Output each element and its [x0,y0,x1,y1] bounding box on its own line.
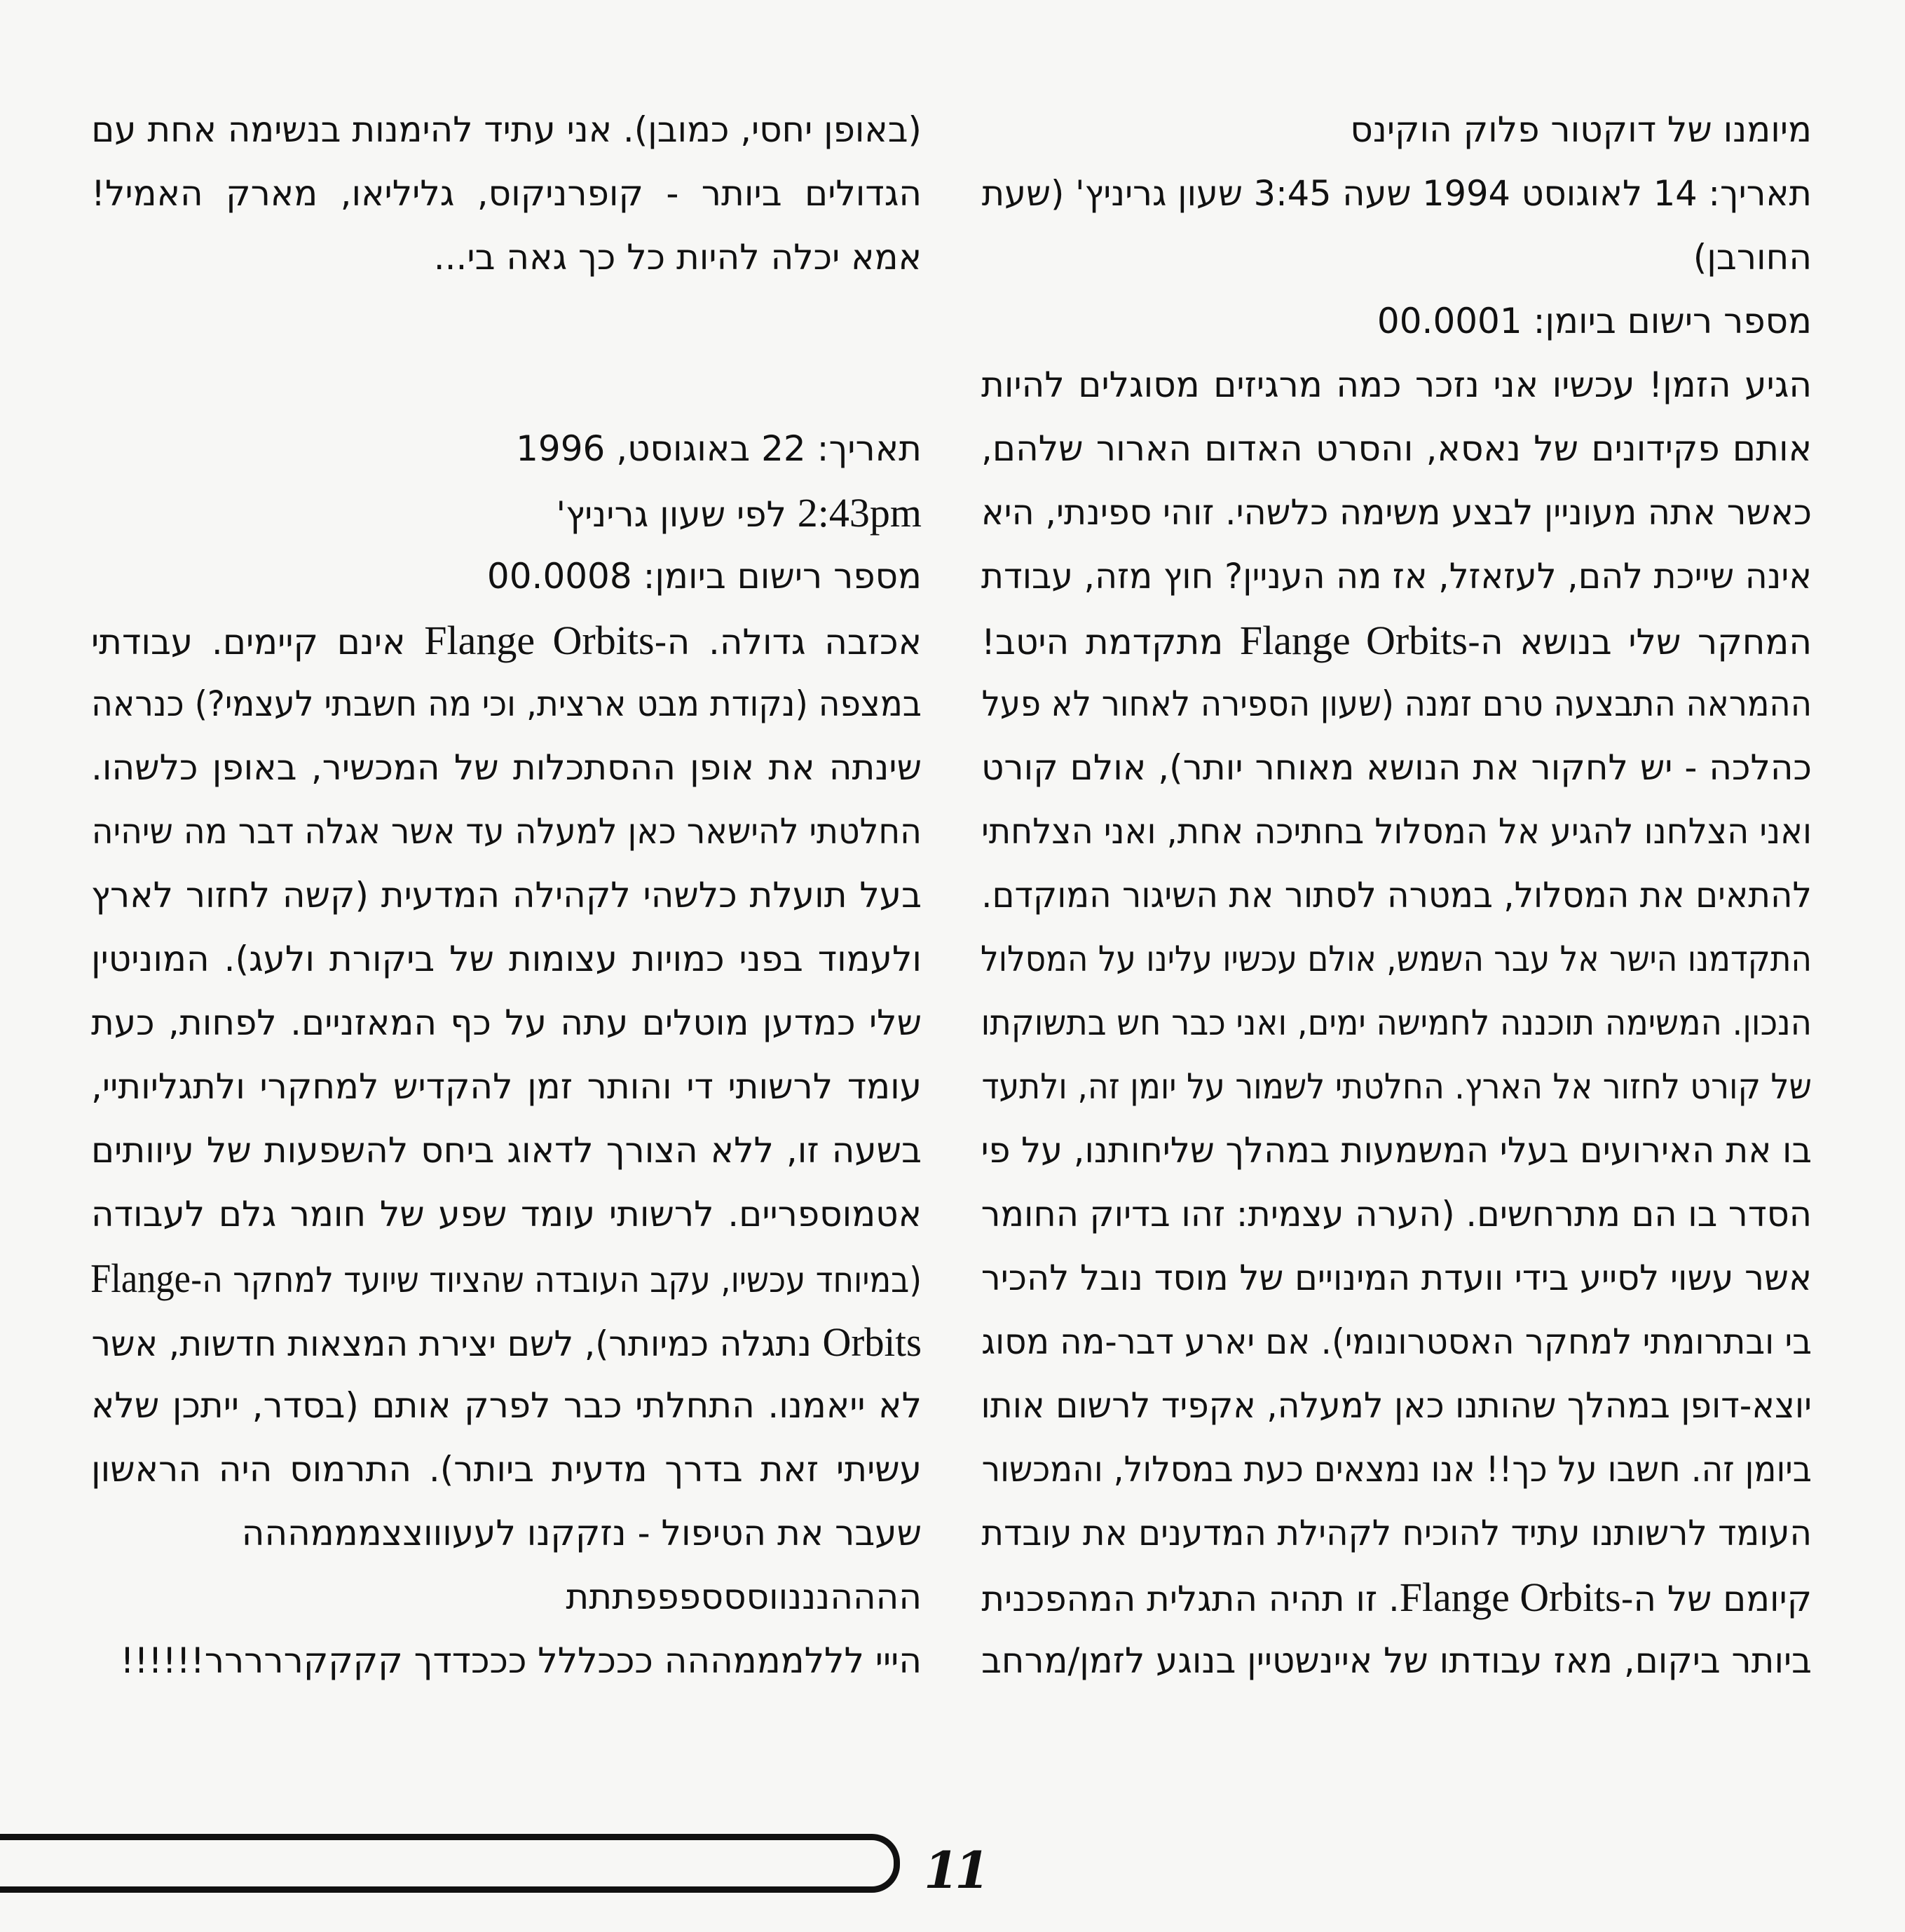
text-line: עשיתי זאת בדרך מדעית ביותר). התרמוס היה הראשון [91,1449,922,1490]
text-line: הסדר בו הם מתרחשים. (הערה עצמית: זהו בדיוק החומר [981,1194,1812,1234]
text-line: כאשר אתה מעוניין לבצע משימה כלשהי. זוהי ספינתי, היא [981,492,1812,533]
text-line: ביותר ביקום, מאז עבודתו של איינשטיין בנוגע לזמן/מרחב [981,1640,1812,1681]
text-line: להתאים את המסלול, במטרה לסתור את השיגור המוקדם. [981,875,1812,916]
text-line: הנכון. המשימה תוכננה לחמישה ימים, ואני כבר חש בתשוקתו [981,1002,1812,1043]
text-line: Orbits נתגלה כמיותר), לשם יצירת המצאות חדשות, אשר [91,1319,922,1365]
latin-term: Flange Orbits [424,618,655,663]
latin-term: Flange Orbits [1239,618,1468,663]
text-line: (באופן יחסי, כמובן). אני עתיד להימנות בנשימה אחת עם [91,109,922,150]
text-line: אשר עשוי לסייע בידי וועדת המינויים של מוסד נובל להכיר [981,1258,1812,1298]
entry2-time-value: 2:43pm [797,490,922,536]
text-line: ההמראה התבצעה טרם זמנה (שעון הספירה לאחור לא פעל [981,683,1812,724]
text-line: יוצא-דופן במהלך שהותנו כאן למעלה, אקפיד לרשום אותו [981,1385,1812,1426]
entry2-date-line: תאריך: 22 באוגוסט, 1996 [516,428,922,469]
right-column [981,98,1812,1693]
text-line: של קורט לחזור אל הארץ. החלטתי לשמור על יומן זה, ולתעד [981,1066,1812,1107]
text-line: הגיע הזמן! עכשיו אני נזכר כמה מרגיזים מסוגלים להיות [981,365,1812,405]
entry2-body [91,608,922,1693]
text-line: הייי לללמממההה כככללל כככדדך קקקקררררר!!!!!! [120,1640,922,1681]
text-line: העומד לרשותנו עתיד להוכיח לקהילת המדענים את עובדת [981,1513,1812,1553]
text-line: אכזבה גדולה. ה-Flange Orbits אינם קיימים. עבודתי [91,618,922,663]
latin-term: Flange [90,1256,191,1301]
text-line: שלי כמדען מוטלים עתה על כף המאזניים. לפחות, כעת [91,1002,922,1043]
entry1-date-line: תאריך: 14 לאוגוסט 1994 שעה 3:45 שעון גריניץ' (שעת [981,173,1812,214]
entry1-body [981,353,1812,1693]
text-line: עומד לרשותי די והותר זמן להקדיש למחקרי ולתגליותיי, [91,1066,922,1107]
latin-term: Orbits [822,1319,922,1365]
text-line: שינתה את אופן ההסתכלות של המכשיר, באופן כלשהו. [91,747,922,788]
entry1-date-line-cont: החורבן) [1693,237,1812,278]
latin-term: Flange Orbits [1399,1574,1621,1620]
text-line: הגדולים ביותר - קופרניקוס, גליליאו, מארק האמיל! [91,173,922,214]
text-line: בו את האירועים בעלי המשמעות במהלך שליחותנו, על פי [981,1130,1812,1171]
text-line: אותם פקידונים של נאסא, והסרט האדום הארור שלהם, [981,428,1812,469]
text-line: החלטתי להישאר כאן למעלה עד אשר אגלה דבר מה שיהיה [91,811,922,852]
section-spacer [91,290,922,417]
entry2-time-line [91,481,922,545]
entry2-time-suffix: לפי שעון גריניץ' [556,494,786,535]
text-line: קיומם של ה-Flange Orbits. זו תהיה התגלית המהפכנית [981,1574,1812,1620]
entry1-continuation [91,98,922,290]
diary-title: מיומנו של דוקטור פלוק הוקינס [1350,109,1812,150]
text-line: אינה שייכת להם, לעזאזל, אז מה העניין? חוץ מזה, עבודת [981,556,1812,597]
text-line: אטמוספריים. לרשותי עומד שפע של חומר גלם לעבודה [91,1194,922,1234]
text-line: בשעה זו, ללא הצורך לדאוג ביחס להשפעות של עיוותים [91,1130,922,1171]
entry1-log-number: מספר רישום ביומן: 00.0001 [1377,301,1812,341]
text-line: ואני הצלחנו להגיע אל המסלול בחתיכה אחת, ואני הצלחתי [981,811,1812,852]
text-line: במצפה (נקודת מבט ארצית, וכי מה חשבתי לעצמי?) כנראה [91,683,922,724]
text-line: ההההנננווססספפפתתת [566,1577,922,1617]
entry2-log-number: מספר רישום ביומן: 00.0008 [486,556,922,597]
page-number: 11 [924,1840,986,1900]
left-column [91,98,922,1693]
text-line: כהלכה - יש לחקור את הנושא מאוחר יותר), אולם קורט [981,747,1812,788]
text-line: שעבר את הטיפול - נזקקנו לעעוווצצמממההה [241,1513,922,1553]
text-line: (במיוחד עכשיו, עקב העובדה שהציוד שיועד למחקר ה-Flange [90,1256,922,1301]
footer-decorative-bar [0,1834,900,1893]
text-line: ולעמוד בפני כמויות עצומות של ביקורת ולעג). המוניטין [91,939,922,979]
text-line: ביומן זה. חשבו על כך!! אנו נמצאים כעת במסלול, והמכשור [981,1449,1812,1490]
text-line: לא ייאמנו. התחלתי כבר לפרק אותם (בסדר, ייתכן שלא [91,1385,922,1426]
text-line: התקדמנו הישר אל עבר השמש, אולם עכשיו עלינו על המסלול [981,939,1812,979]
text-line: המחקר שלי בנושא ה-Flange Orbits מתקדמת היטב! [981,618,1812,663]
text-line: בי ובתרומתי למחקר האסטרונומי). אם יארע דבר-מה מסוג [981,1321,1812,1362]
text-line: בעל תועלת כלשהי לקהילה המדעית (קשה לחזור לארץ [91,875,922,916]
text-line: אמא יכלה להיות כל כך גאה בי... [433,237,922,278]
